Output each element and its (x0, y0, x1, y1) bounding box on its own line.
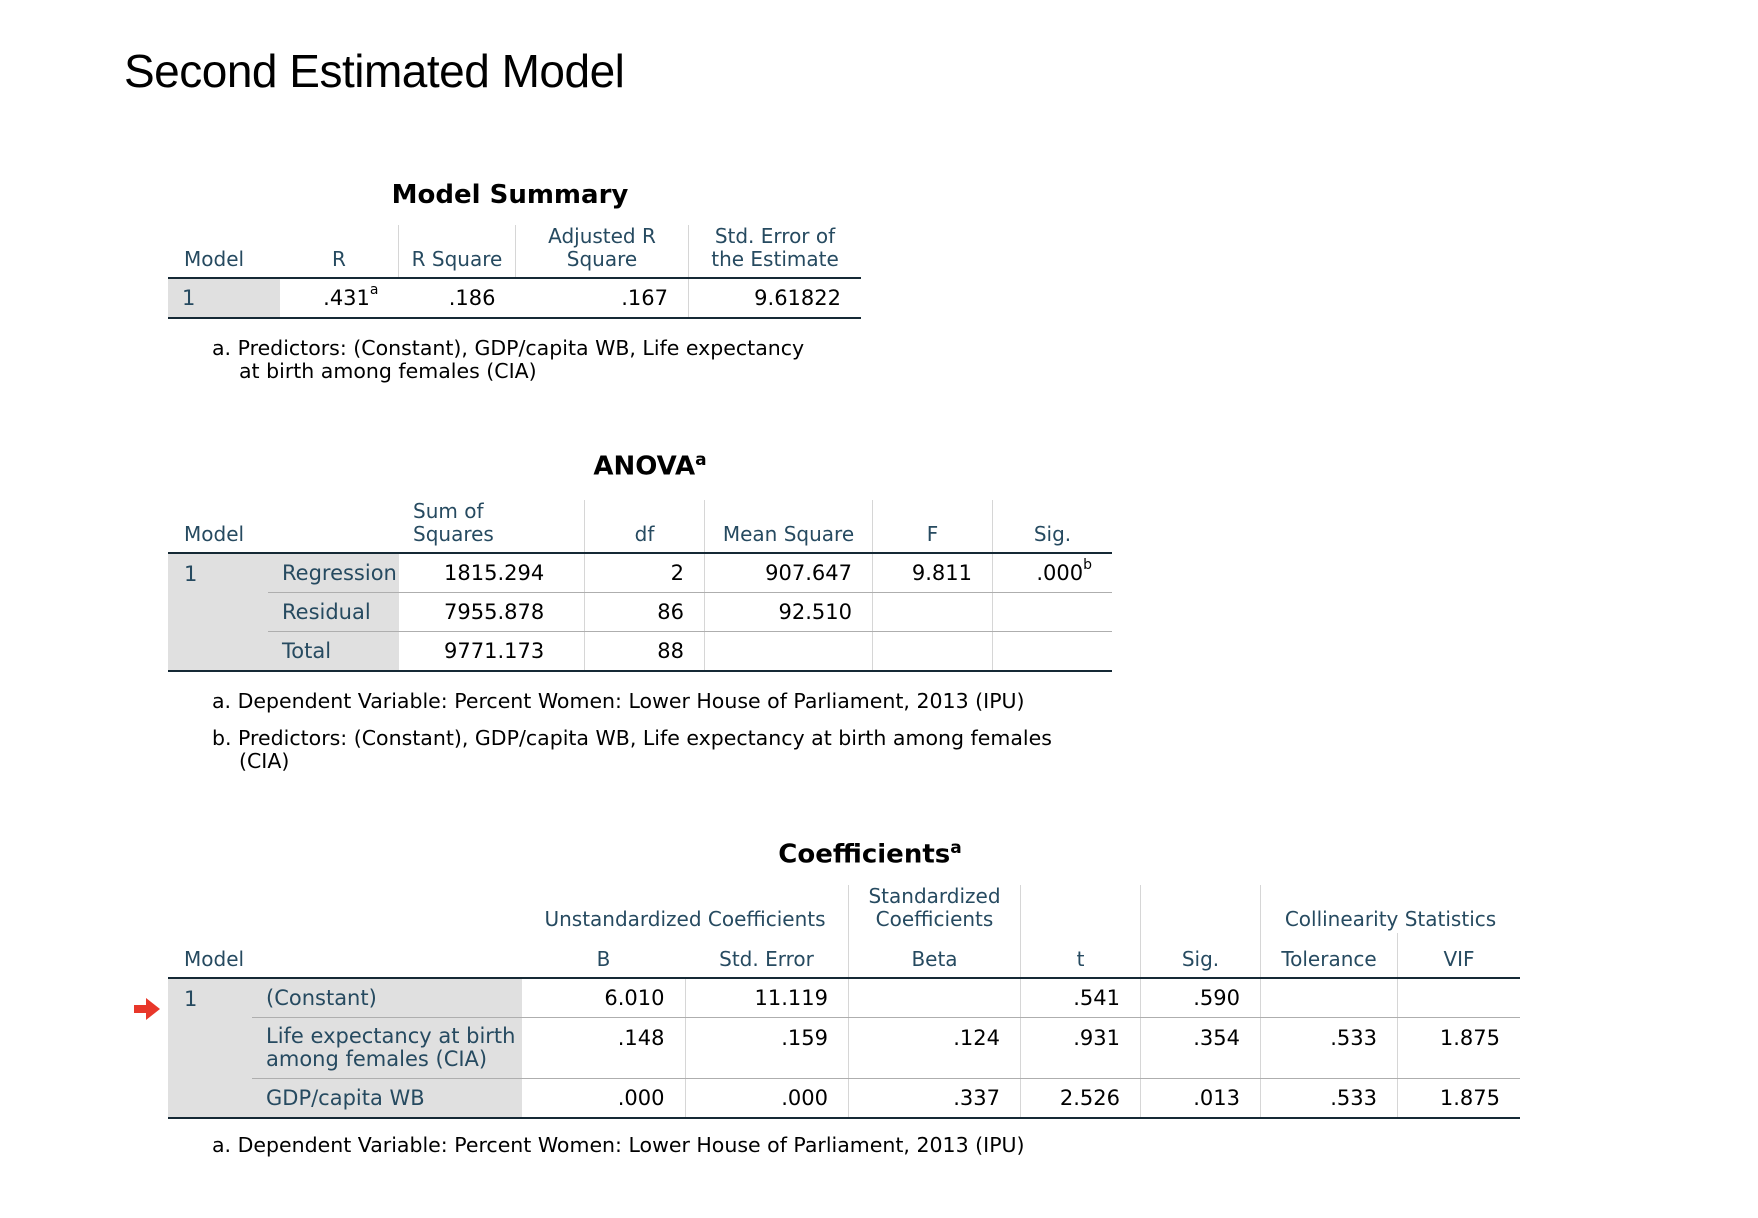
cell-sig: .013 (1141, 1079, 1261, 1119)
table-row (168, 978, 1520, 1018)
header-tolerance: Tolerance (1261, 933, 1398, 978)
cell-df: 2 (585, 553, 705, 593)
row-label: Residual (268, 593, 399, 632)
header-r: R (332, 247, 346, 271)
coefficients-table (168, 885, 1520, 1119)
anova-footnote-a: a. Dependent Variable: Percent Women: Lower House of Parliament, 2013 (IPU) (212, 689, 1025, 713)
cell-sig: .000$^b$ (993, 553, 1113, 593)
header-vif: VIF (1398, 933, 1521, 978)
header-model: Model (184, 947, 245, 971)
cell-tolerance: .533 (1261, 1079, 1398, 1119)
cell-beta: .124 (849, 1018, 1021, 1079)
coefficients-title: Coefficients$^a$ (778, 838, 962, 870)
cell-ms: 907.647 (705, 553, 873, 593)
cell-std-error: 9.61822 (689, 278, 862, 318)
cell-tolerance: .533 (1261, 1018, 1398, 1079)
header-sig: Sig. (1141, 933, 1261, 978)
header-beta: Beta (849, 933, 1021, 978)
cell-beta (849, 978, 1021, 1018)
cell-ss: 9771.173 (444, 639, 545, 663)
cell-vif: 1.875 (1398, 1079, 1521, 1119)
header-sum-of-squares: Sum of Squares (413, 499, 494, 546)
page-title: Second Estimated Model (124, 45, 625, 97)
cell-df: 88 (585, 632, 705, 672)
cell-se: .159 (685, 1018, 849, 1079)
header-f: F (873, 500, 993, 553)
cell-sig: .590 (1141, 978, 1261, 1018)
table-row (168, 593, 1112, 632)
cell-vif (1398, 978, 1521, 1018)
anova-table (168, 500, 1112, 672)
header-std-error: Std. Error (719, 947, 814, 971)
model-summary-table (168, 225, 861, 319)
model-number: 1 (168, 978, 252, 1118)
cell-b: 6.010 (522, 978, 685, 1018)
table-row (168, 278, 861, 318)
row-label: Total (268, 632, 399, 672)
cell-t: .931 (1021, 1018, 1141, 1079)
cell-ss: 1815.294 (399, 553, 585, 593)
cell-se: 11.119 (685, 978, 849, 1018)
cell-r-square: .186 (448, 286, 496, 310)
header-unstandardized: Unstandardized Coefficients (544, 907, 826, 931)
row-label: (Constant) (252, 978, 522, 1018)
header-model: Model (184, 247, 245, 271)
header-b: B (596, 947, 611, 971)
row-label: Life expectancy at birth among females (CIA) (252, 1018, 522, 1079)
cell-tolerance (1261, 978, 1398, 1018)
coefficients-footnote: a. Dependent Variable: Percent Women: Lower House of Parliament, 2013 (IPU) (212, 1133, 1025, 1157)
header-model: Model (184, 522, 245, 546)
table-row (168, 553, 1112, 593)
header-standardized: Standardized Coefficients (849, 885, 1021, 933)
cell-adj-r-square: .167 (621, 286, 668, 310)
cell-vif: 1.875 (1398, 1018, 1521, 1079)
anova-footnote-b: b. Predictors: (Constant), GDP/capita WB, Life expectancy at birth among females (CIA) (212, 726, 1052, 773)
arrow-right-icon (134, 998, 160, 1020)
table-row (168, 1018, 1520, 1079)
header-mean-square: Mean Square (705, 500, 873, 553)
row-label: GDP/capita WB (252, 1079, 522, 1119)
cell-b: .148 (522, 1018, 685, 1079)
model-summary-footnote: a. Predictors: (Constant), GDP/capita WB, Life expectancy at birth among females (CIA) (212, 336, 805, 383)
cell-b: .000 (617, 1086, 665, 1110)
cell-t: .541 (1021, 978, 1141, 1018)
cell-r: .431$^a$ (323, 282, 379, 310)
model-number: 1 (168, 278, 280, 318)
cell-beta: .337 (849, 1079, 1021, 1119)
cell-f: 9.811 (873, 553, 993, 593)
cell-se: .000 (685, 1079, 849, 1119)
header-t: t (1021, 933, 1141, 978)
table-row (168, 1079, 1520, 1119)
anova-title: ANOVA$^a$ (593, 450, 707, 482)
cell-t: 2.526 (1021, 1079, 1141, 1119)
cell-ss: 7955.878 (399, 593, 585, 632)
cell-ms: 92.510 (705, 593, 873, 632)
table-row (168, 632, 1112, 672)
header-r-square: R Square (399, 225, 516, 278)
header-collinearity: Collinearity Statistics (1261, 885, 1521, 933)
header-sig: Sig. (993, 500, 1113, 553)
cell-df: 86 (585, 593, 705, 632)
header-std-error: Std. Error of the Estimate (689, 225, 862, 278)
row-label: Regression (268, 553, 399, 593)
header-df: df (585, 500, 705, 553)
model-summary-title: Model Summary (391, 180, 629, 210)
header-adj-r-square: Adjusted R Square (516, 225, 689, 278)
model-number: 1 (168, 553, 268, 671)
cell-sig: .354 (1141, 1018, 1261, 1079)
